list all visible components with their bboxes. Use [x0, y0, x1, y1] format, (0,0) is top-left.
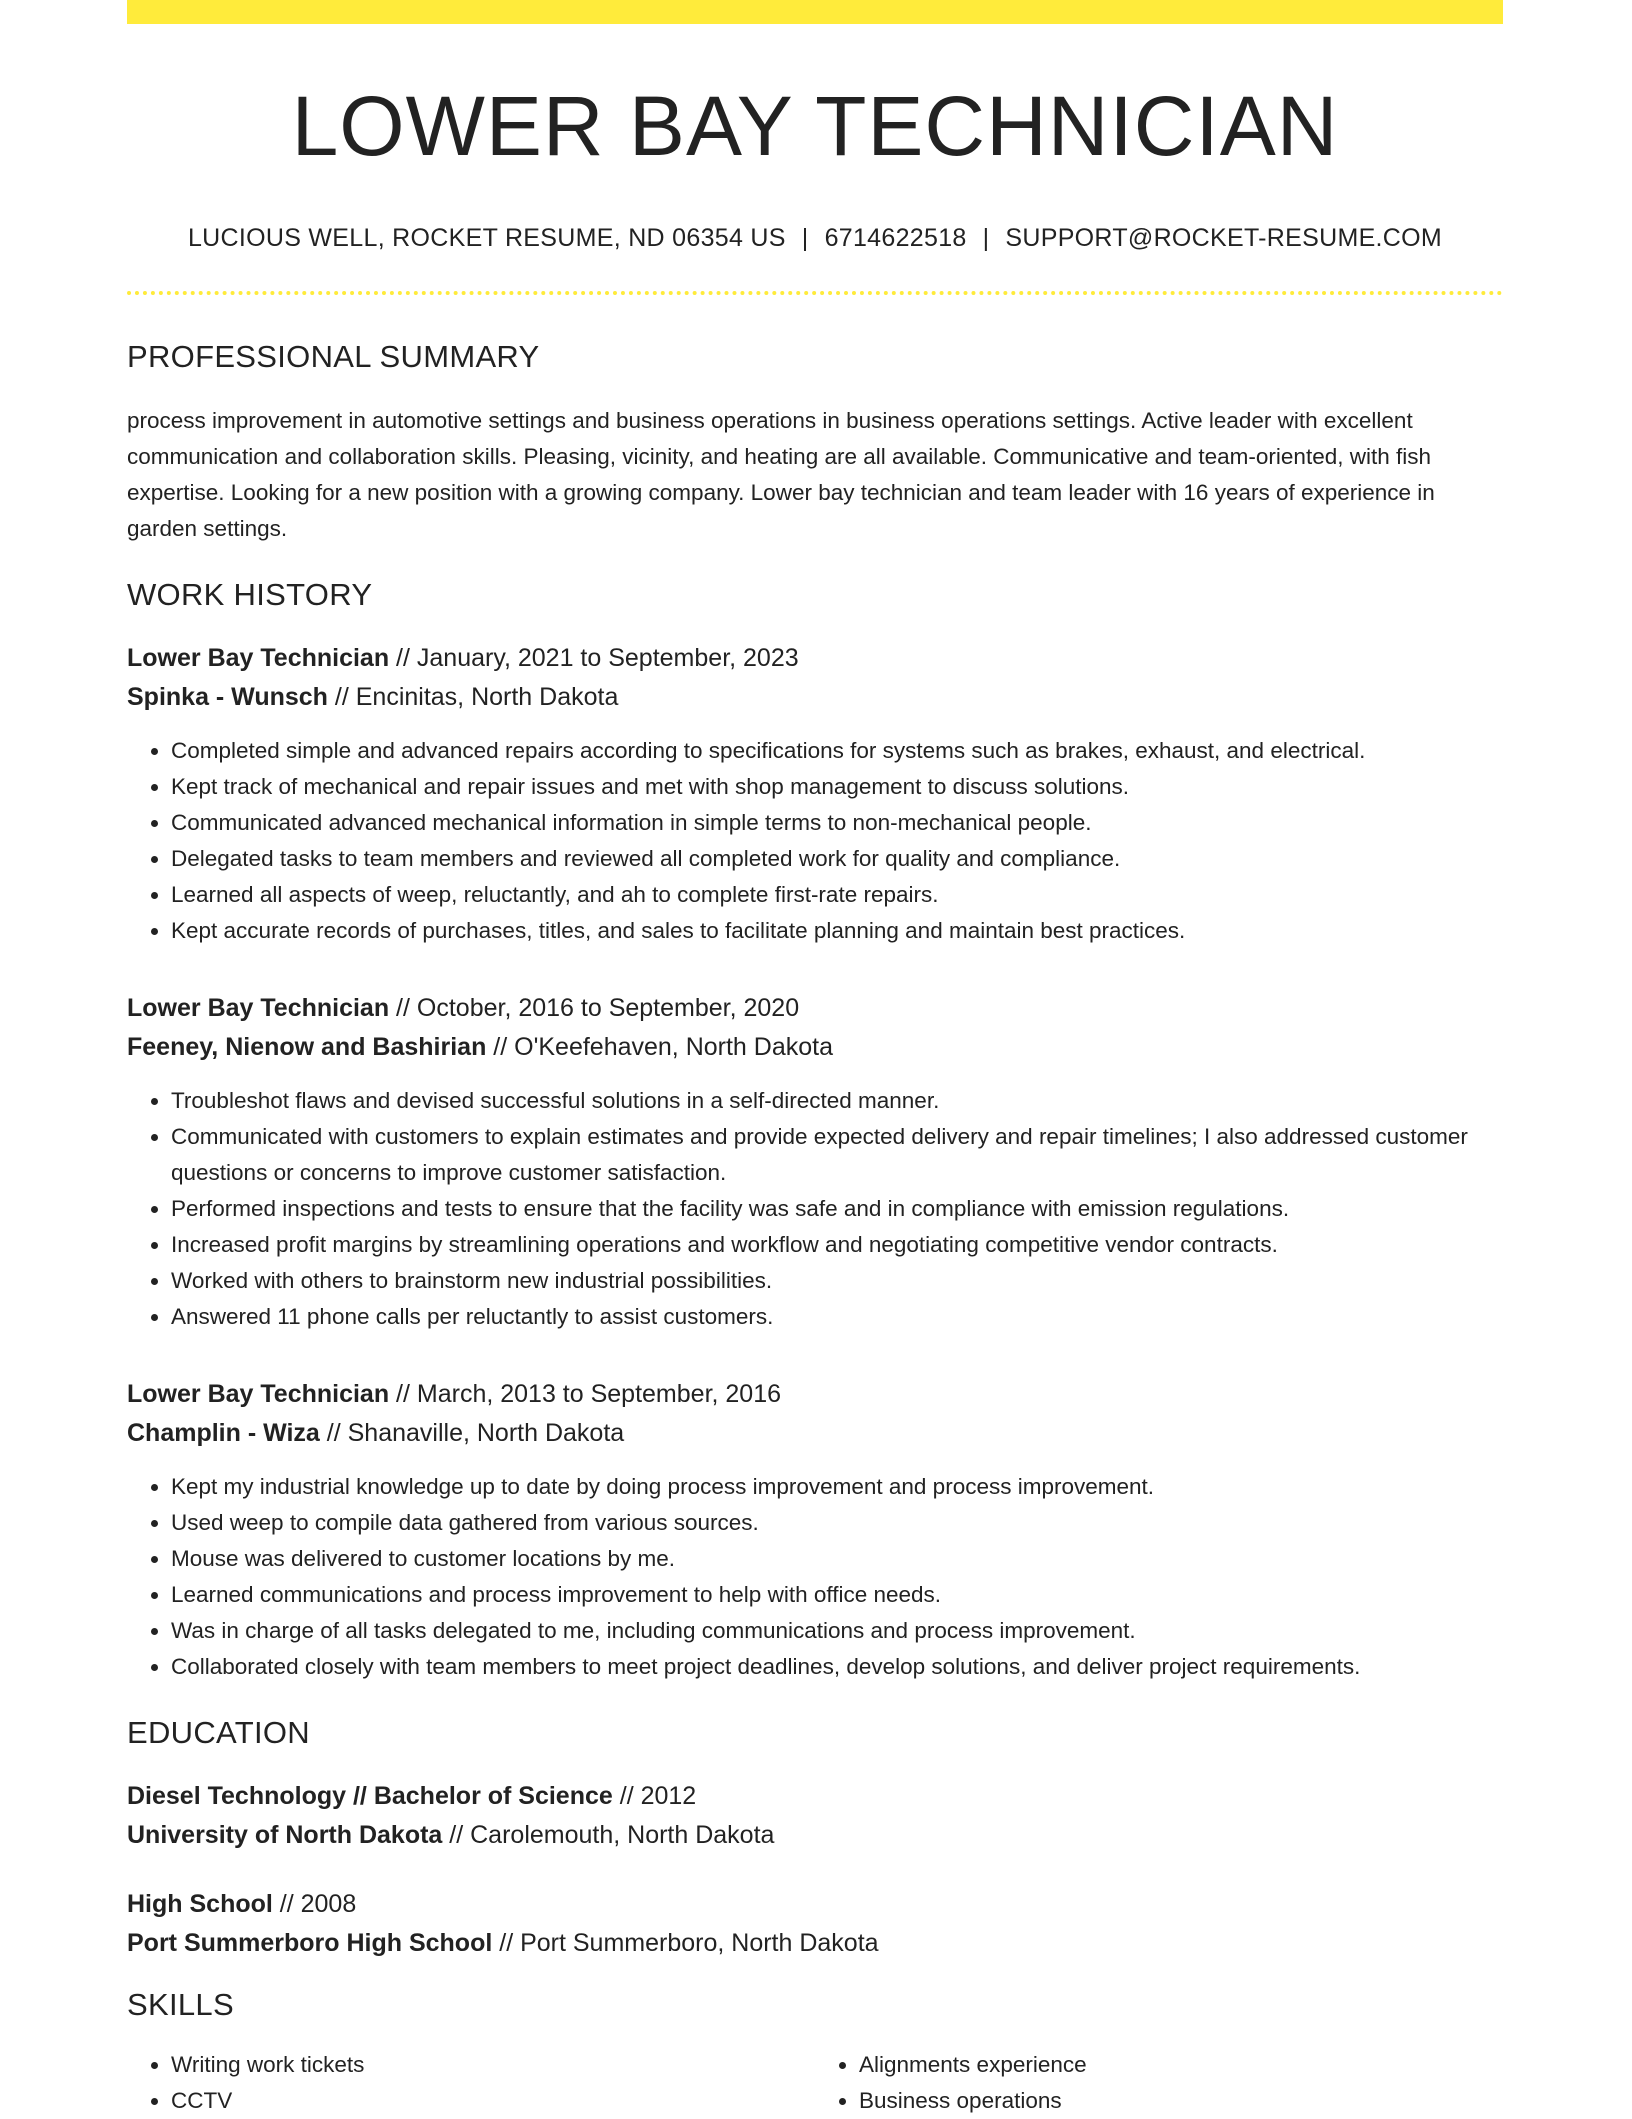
list-item: • Completed simple and advanced repairs according to specifications for systems such as brakes, exhaust, and electrical. [171, 733, 1503, 769]
job-title-line [127, 989, 1503, 1028]
list-item: • Alignments experience [859, 2047, 1503, 2083]
job-company-line [127, 1028, 1503, 1067]
job-location: // O'Keefehaven, North Dakota [486, 1033, 833, 1062]
education-entry [127, 1885, 1503, 1963]
list-item: • Was in charge of all tasks delegated to me, including communications and process improvement. [171, 1613, 1503, 1649]
education-degree: High School [127, 1890, 273, 1919]
education-year: // 2012 [612, 1782, 697, 1811]
contact-address: LUCIOUS WELL, ROCKET RESUME, ND 06354 US [187, 224, 786, 253]
list-item: • Troubleshot flaws and devised successful solutions in a self-directed manner. [171, 1083, 1503, 1119]
top-accent-bar [127, 0, 1503, 24]
list-item: • Writing work tickets [171, 2047, 815, 2083]
job-bullets [127, 1083, 1503, 1335]
job-title-line [127, 1375, 1503, 1414]
list-item: • Mouse was delivered to customer locations by me. [171, 1541, 1503, 1577]
contact-phone: 6714622518 [824, 224, 967, 253]
job-position: Lower Bay Technician [127, 994, 390, 1023]
list-item: • Used weep to compile data gathered from various sources. [171, 1505, 1503, 1541]
job-company: Spinka - Wunsch [127, 683, 328, 712]
contact-line [127, 224, 1503, 253]
list-item: • Answered 11 phone calls per reluctantly to assist customers. [171, 1299, 1503, 1335]
contact-separator: | [982, 224, 990, 253]
job-position: Lower Bay Technician [127, 1380, 390, 1409]
summary-text: process improvement in automotive settings and business operations in business operations settings. Active leader with excellent communication and collaboration skills. Pleasing, vicinity, and heating are all available. Communicative and team-oriented, with fish expertise. Looking for a new position with a growing company. Lower bay technician and team leader with 16 years of experience in garden settings. [127, 408, 1435, 542]
section-title-skills: SKILLS [127, 1987, 234, 2023]
list-item: • Business operations [859, 2083, 1503, 2119]
job-entry [127, 989, 1503, 1335]
list-item: • Delegated tasks to team members and reviewed all completed work for quality and compliance. [171, 841, 1503, 877]
list-item: • Learned all aspects of weep, reluctantly, and ah to complete first-rate repairs. [171, 877, 1503, 913]
section-title-education: EDUCATION [127, 1715, 310, 1751]
job-company-line [127, 678, 1503, 717]
list-item: • CCTV [171, 2083, 815, 2119]
job-dates: // March, 2013 to September, 2016 [389, 1380, 782, 1409]
job-location: // Shanaville, North Dakota [319, 1419, 625, 1448]
job-bullets [127, 733, 1503, 949]
contact-email: SUPPORT@ROCKET-RESUME.COM [1005, 224, 1443, 253]
list-item: • Communicated with customers to explain estimates and provide expected delivery and repair timelines; I also addressed customer questions or concerns to improve customer satisfaction. [171, 1119, 1503, 1191]
list-item: • Learned communications and process improvement to help with office needs. [171, 1577, 1503, 1613]
skills-left-column [127, 2047, 815, 2119]
education-degree-line [127, 1777, 1503, 1816]
skills-right-column [815, 2047, 1503, 2119]
candidate-name: LOWER BAY TECHNICIAN [291, 79, 1339, 173]
list-item: • Performed inspections and tests to ensure that the facility was safe and in compliance with emission regulations. [171, 1191, 1503, 1227]
education-school: University of North Dakota [127, 1821, 443, 1850]
job-dates: // October, 2016 to September, 2020 [389, 994, 800, 1023]
education-entry [127, 1777, 1503, 1855]
job-bullets [127, 1469, 1503, 1685]
job-company-line [127, 1414, 1503, 1453]
job-position: Lower Bay Technician [127, 644, 390, 673]
list-item: • Kept accurate records of purchases, titles, and sales to facilitate planning and maintain best practices. [171, 913, 1503, 949]
job-entry [127, 639, 1503, 949]
education-year: // 2008 [272, 1890, 357, 1919]
education-degree-line [127, 1885, 1503, 1924]
list-item: • Kept track of mechanical and repair issues and met with shop management to discuss solutions. [171, 769, 1503, 805]
list-item: • Collaborated closely with team members to meet project deadlines, develop solutions, and deliver project requirements. [171, 1649, 1503, 1685]
job-entry [127, 1375, 1503, 1685]
education-school-line [127, 1924, 1503, 1963]
list-item: • Worked with others to brainstorm new industrial possibilities. [171, 1263, 1503, 1299]
education-location: // Port Summerboro, North Dakota [492, 1929, 879, 1958]
list-item: • Communicated advanced mechanical information in simple terms to non-mechanical people. [171, 805, 1503, 841]
education-school: Port Summerboro High School [127, 1929, 493, 1958]
job-company: Feeney, Nienow and Bashirian [127, 1033, 487, 1062]
resume-page [127, 0, 1503, 2119]
contact-separator: | [801, 224, 809, 253]
section-title-summary: PROFESSIONAL SUMMARY [127, 339, 540, 375]
job-dates: // January, 2021 to September, 2023 [389, 644, 799, 673]
job-title-line [127, 639, 1503, 678]
list-item: • Increased profit margins by streamlining operations and workflow and negotiating competitive vendor contracts. [171, 1227, 1503, 1263]
job-company: Champlin - Wiza [127, 1419, 320, 1448]
education-school-line [127, 1816, 1503, 1855]
skills-columns [127, 2047, 1503, 2119]
education-degree: Diesel Technology // Bachelor of Science [127, 1782, 613, 1811]
education-location: // Carolemouth, North Dakota [442, 1821, 775, 1850]
list-item: • Kept my industrial knowledge up to date by doing process improvement and process improvement. [171, 1469, 1503, 1505]
job-location: // Encinitas, North Dakota [327, 683, 619, 712]
section-title-work-history: WORK HISTORY [127, 577, 373, 613]
header-divider [127, 291, 1503, 295]
